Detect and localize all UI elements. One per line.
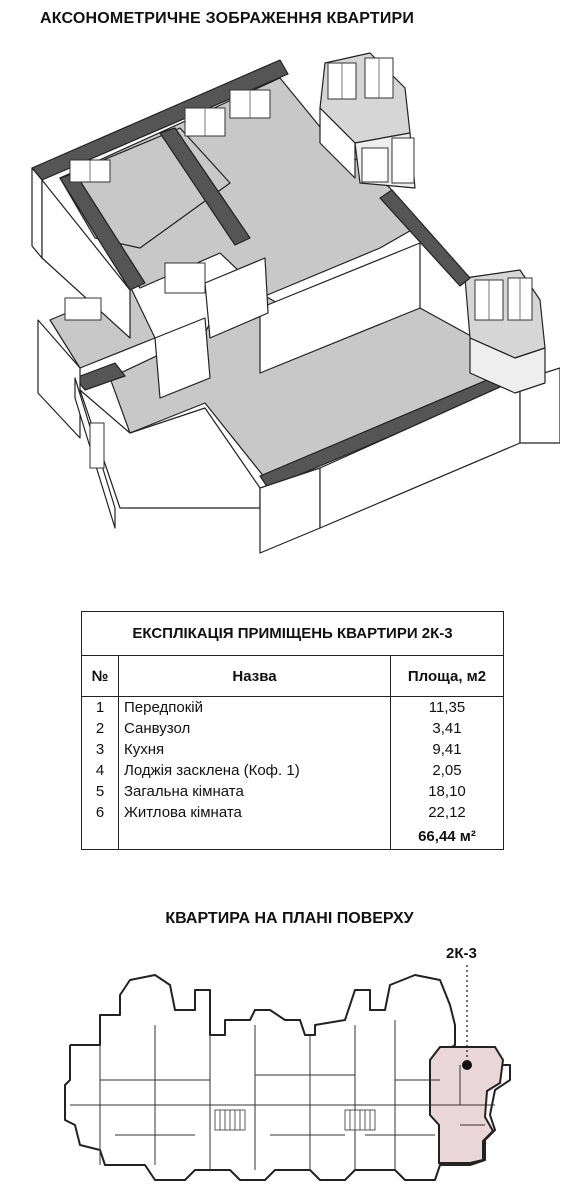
window-bath (65, 298, 101, 320)
axonometric-drawing (20, 38, 560, 558)
row-area: 18,10 (391, 781, 504, 802)
row-num: 1 (82, 697, 119, 719)
row-name: Кухня (119, 739, 391, 760)
apartment-tag: 2К-3 (446, 945, 477, 962)
total-area: 66,44 м² (391, 823, 504, 850)
table-row (82, 760, 504, 781)
floor-plan-title: КВАРТИРА НА ПЛАНІ ПОВЕРХУ (165, 910, 414, 927)
row-num: 4 (82, 760, 119, 781)
row-num: 2 (82, 718, 119, 739)
axonometric-title: АКСОНОМЕТРИЧНЕ ЗОБРАЖЕННЯ КВАРТИРИ (40, 10, 415, 27)
entrance-door (90, 423, 104, 468)
table-caption: ЕКСПЛІКАЦІЯ ПРИМІЩЕНЬ КВАРТИРИ 2К-3 (82, 612, 504, 656)
total-empty-name (119, 823, 391, 850)
table-row (82, 739, 504, 760)
wall-west-outer (32, 168, 42, 258)
explication-table (81, 611, 504, 850)
table-row (82, 802, 504, 823)
table-row (82, 781, 504, 802)
window-bay-1 (362, 148, 388, 182)
window-entrance (165, 263, 205, 293)
row-name: Лоджія засклена (Коф. 1) (119, 760, 391, 781)
window-bay-2 (392, 138, 414, 183)
header-num: № (82, 656, 119, 697)
row-name: Житлова кімната (119, 802, 391, 823)
row-area: 22,12 (391, 802, 504, 823)
row-num: 5 (82, 781, 119, 802)
table-row (82, 718, 504, 739)
floor-plan-drawing (55, 965, 525, 1185)
row-num: 6 (82, 802, 119, 823)
row-area: 9,41 (391, 739, 504, 760)
row-area: 2,05 (391, 760, 504, 781)
total-empty-num (82, 823, 119, 850)
row-area: 3,41 (391, 718, 504, 739)
total-row (82, 823, 504, 850)
row-name: Передпокій (119, 697, 391, 719)
table-row (82, 697, 504, 719)
row-name: Загальна кімната (119, 781, 391, 802)
header-area: Площа, м2 (391, 656, 504, 697)
row-num: 3 (82, 739, 119, 760)
header-name: Назва (119, 656, 391, 697)
row-name: Санвузол (119, 718, 391, 739)
apartment-marker-dot (462, 1060, 472, 1070)
row-area: 11,35 (391, 697, 504, 719)
